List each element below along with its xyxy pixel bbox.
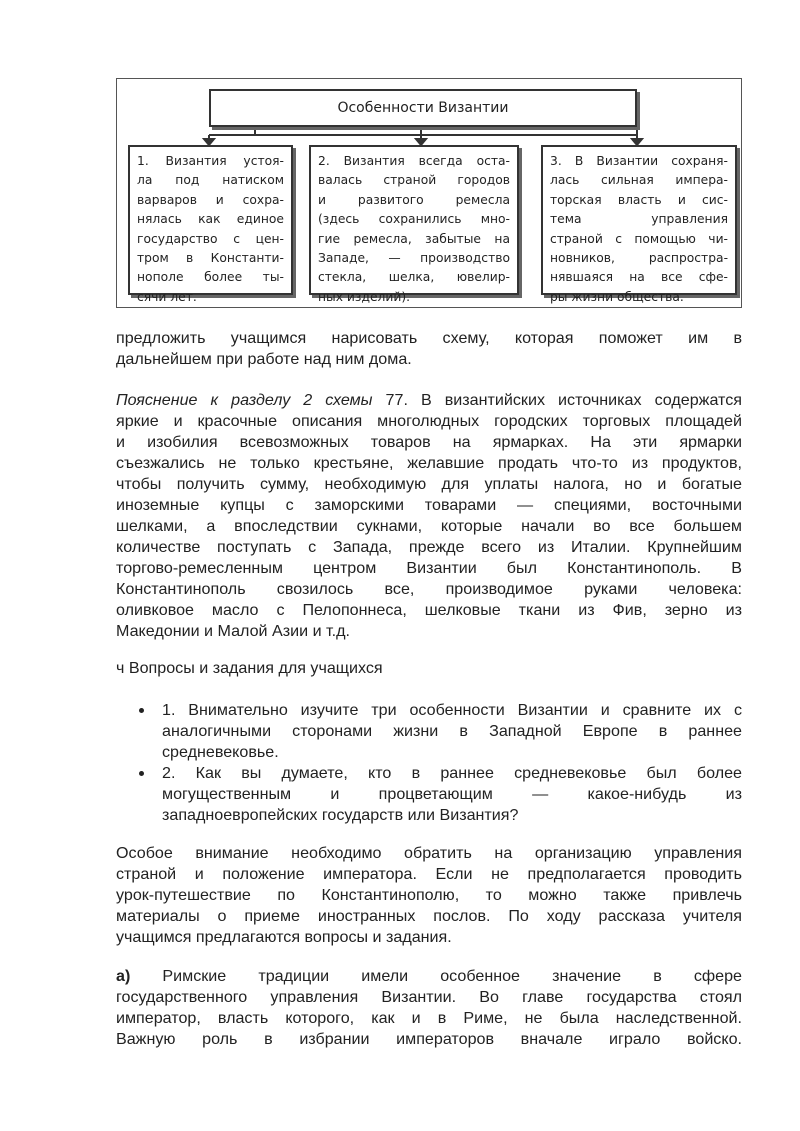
- paragraph-government: [116, 843, 742, 948]
- lead-rest: 77. В византийских источниках содержатся: [372, 391, 742, 409]
- feature-line: 3. В Византии сохраня-: [550, 154, 728, 168]
- paragraph-explanation: [116, 390, 742, 642]
- feature-line: ла под натиском: [137, 173, 284, 188]
- bullet-icon: [139, 771, 144, 776]
- text-line: император, власть которого, как и в Риме, не была наследственной.: [116, 1009, 742, 1027]
- text-line: шелками, а впоследствии сукнами, которые начали во все большем: [116, 517, 742, 535]
- feature-box-1: [128, 145, 293, 304]
- feature-line: 1. Византия устоя-: [137, 154, 284, 168]
- feature-line: торская власть и сис-: [550, 192, 728, 207]
- questions-heading: ч Вопросы и задания для учащихся: [116, 659, 383, 677]
- text-line: количестве поступать с Запада, прежде всего из Италии. Крупнейшим: [116, 538, 742, 556]
- text-line: иноземные купцы с заморскими товарами — специями, восточными: [116, 496, 742, 514]
- lead-rest: Римские традиции имели особенное значение в сфере: [130, 967, 742, 985]
- paragraph-roman-traditions: [116, 966, 742, 1050]
- feature-line: нополе более ты-: [137, 270, 284, 285]
- feature-line: нялась как единое: [137, 212, 284, 227]
- text-line: Особое внимание необходимо обратить на организацию управления: [116, 844, 742, 862]
- feature-box-2: [309, 145, 519, 304]
- feature-line: и развитого ремесла: [318, 192, 510, 207]
- byzantium-diagram: [116, 78, 742, 308]
- list-item: [116, 700, 742, 763]
- feature-line: Западе, — производство: [318, 251, 510, 266]
- feature-line: страной с помощью чи-: [550, 231, 728, 246]
- text-line: учащимся предлагаются вопросы и задания.: [116, 928, 452, 946]
- feature-line: ных изделий).: [318, 289, 411, 304]
- feature-line: сячи лет.: [137, 289, 197, 304]
- text-line: [116, 966, 742, 987]
- text-line: материалы о приеме иностранных послов. По ходу рассказа учителя: [116, 907, 742, 925]
- feature-line: (здесь сохранились мно-: [318, 212, 510, 227]
- text-line: предложить учащимся нарисовать схему, которая поможет им в: [116, 329, 742, 347]
- text-line: торгово-ремесленным центром Византии был Константинополь. В: [116, 559, 742, 577]
- text-line: средневековье.: [162, 743, 279, 761]
- text-line: могущественным и процветающим — какое-нибудь из: [162, 785, 742, 803]
- text-line: урок-путешествие по Константинополю, то можно также привлечь: [116, 886, 742, 904]
- feature-line: стекла, шелка, ювелир-: [318, 270, 510, 285]
- text-line: и изобилия всевозможных товаров на ярмарках. На эти ярмарки: [116, 433, 742, 451]
- feature-line: нявшаяся на все сфе-: [550, 270, 728, 285]
- diagram-title: Особенности Византии: [209, 89, 637, 127]
- text-line: страной и положение императора. Если не предполагается проводить: [116, 865, 742, 883]
- feature-box-3: [541, 145, 737, 304]
- text-line: Македонии и Малой Азии и т.д.: [116, 622, 350, 640]
- bullet-icon: [139, 708, 144, 713]
- list-item: [116, 763, 742, 826]
- text-line: Важную роль в избрании императоров вначале играло войско.: [116, 1030, 742, 1048]
- text-line: съезжались не только крестьяне, желавшие продать что-то из продуктов,: [116, 454, 742, 472]
- text-line: аналогичными сторонами жизни в Западной Европе в раннее: [162, 722, 742, 740]
- questions-list: [116, 700, 742, 826]
- feature-line: тема управления: [550, 212, 728, 227]
- text-line: 2. Как вы думаете, кто в раннее средневековье был более: [162, 764, 742, 782]
- feature-line: валась страной городов: [318, 173, 510, 188]
- text-line: западноевропейских государств или Византия?: [162, 806, 519, 824]
- italic-lead: Пояснение к разделу 2 схемы: [116, 391, 373, 409]
- text-line: [116, 390, 742, 411]
- feature-line: варваров и сохра-: [137, 192, 284, 207]
- bold-lead: а): [116, 967, 131, 985]
- feature-line: 2. Византия всегда оста-: [318, 154, 510, 168]
- feature-line: тром в Константи-: [137, 251, 284, 266]
- feature-line: лась сильная импера-: [550, 173, 728, 188]
- feature-line: ры жизни общества.: [550, 289, 684, 304]
- text-line: 1. Внимательно изучите три особенности Византии и сравните их с: [162, 701, 742, 719]
- feature-line: гие ремесла, забытые на: [318, 231, 510, 246]
- text-line: оливковое масло с Пелопоннеса, шелковые ткани из Фив, зерно из: [116, 601, 742, 619]
- text-line: дальнейшем при работе над ним дома.: [116, 350, 412, 368]
- text-line: яркие и красочные описания многолюдных городских торговых площадей: [116, 412, 742, 430]
- feature-line: государство с цен-: [137, 231, 284, 246]
- paragraph-intro: [116, 328, 742, 370]
- text-line: государственного управления Византии. Во главе государства стоял: [116, 988, 742, 1006]
- feature-line: новников, распростра-: [550, 251, 728, 266]
- text-line: чтобы получить сумму, необходимую для уплаты налога, но и богатые: [116, 475, 742, 493]
- text-line: Константинополь свозилось все, производимое руками человека:: [116, 580, 742, 598]
